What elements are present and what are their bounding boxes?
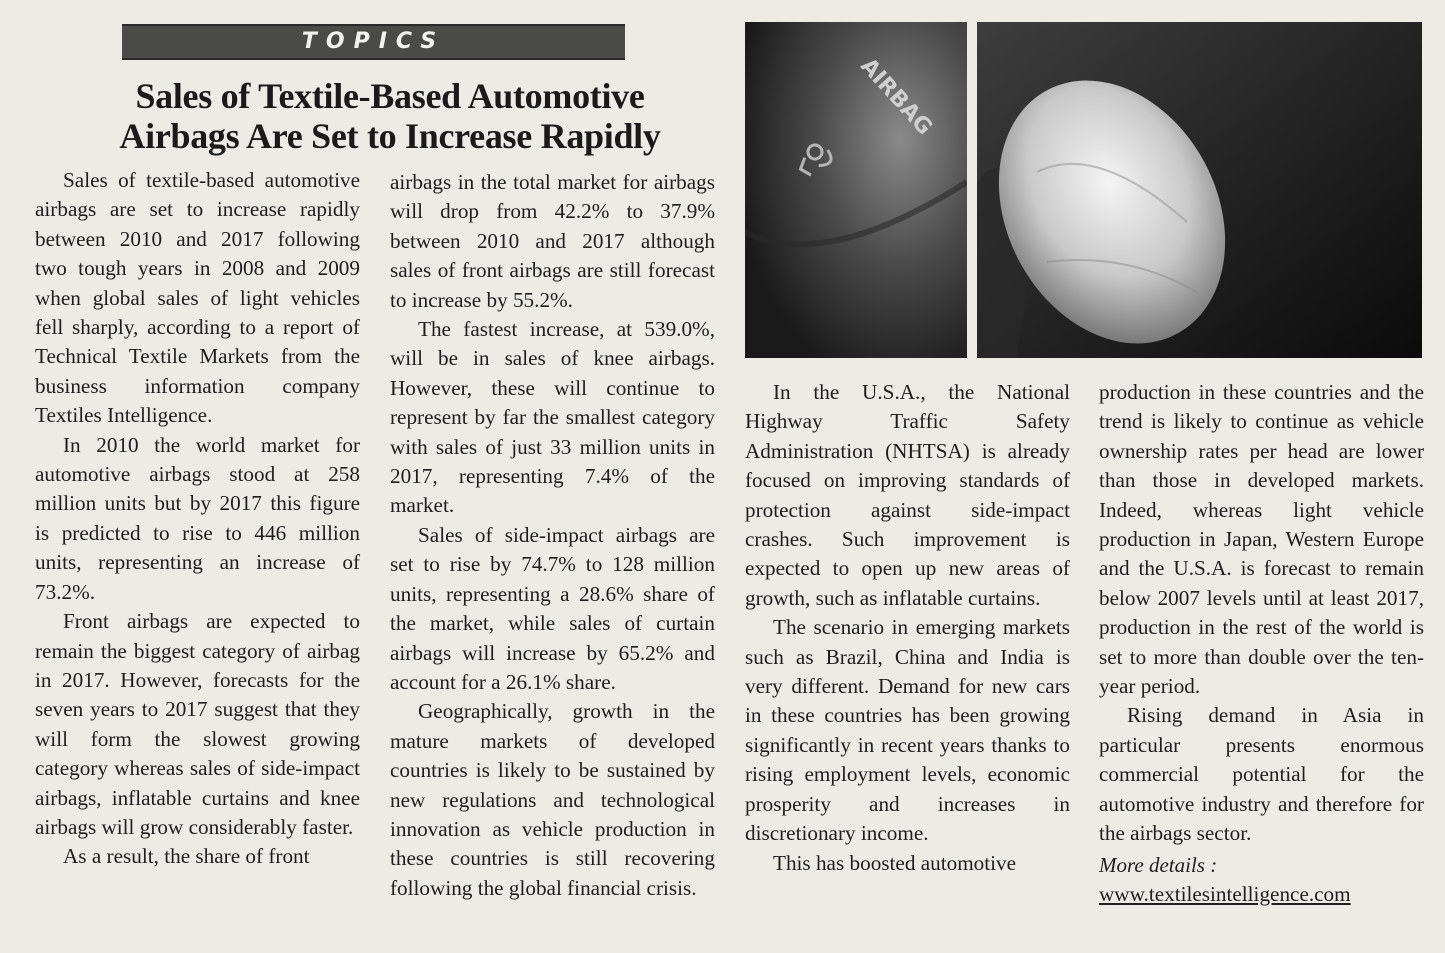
article-column-4 — [1099, 378, 1424, 909]
airbag-embossed-label: AIRBAG — [855, 53, 937, 141]
paragraph: Rising demand in Asia in particular presents enormous commercial potential for the automotive industry and therefore for the airbags sector. — [1099, 703, 1424, 846]
paragraph: Sales of side-impact airbags are set to rise by 74.7% to 128 million units, representing a 28.6% share of the market, while sales of curtain airbags will increase by 65.2% and account for a 26.1% share. — [390, 522, 715, 694]
paragraph: In 2010 the world market for automotive airbags stood at 258 million units but by 2017 this figure is predicted to rise to 446 million units, representing an increase of 73.2%. — [35, 432, 360, 604]
paragraph: Geographically, growth in the mature markets of developed countries is likely to be sustained by new regulations and technological innovation as vehicle production in these countries is still recovering following the global financial crisis. — [390, 699, 715, 900]
paragraph: airbags in the total market for airbags will drop from 42.2% to 37.9% between 2010 and 2017 although sales of front airbags are still forecast to increase by 55.2%. — [390, 170, 715, 312]
topics-banner — [122, 24, 625, 60]
paragraph: As a result, the share of front — [63, 844, 310, 869]
paragraph: Front airbags are expected to remain the biggest category of airbag in 2017. However, forecasts for the seven years to 2017 suggest that they will form the slowest growing category whereas sales of side-impact airbags, inflatable curtains and knee airbags will grow considerably faster. — [35, 609, 360, 839]
source-link[interactable]: www.textilesintelligence.com — [1099, 881, 1351, 906]
paragraph: Sales of textile-based automotive airbags are set to increase rapidly between 2010 and 2017 following two tough years in 2008 and 2009 when global sales of light vehicles fell sharply, according to a report of Technical Textile Markets from the business information company Textiles Intelligence. — [35, 168, 360, 428]
airbag-cover-photo — [745, 22, 967, 358]
deployed-airbag-photo — [977, 22, 1422, 358]
more-details-label: More details : — [1099, 852, 1218, 877]
headline-line-1: Sales of Textile-Based Automotive — [135, 76, 645, 116]
paragraph: The scenario in emerging markets such as Brazil, China and India is very different. Demand for new cars in these countries has been growing significantly in recent years thanks to rising employment levels, economic prosperity and increases in discretionary income. — [745, 615, 1070, 846]
article-column-2 — [390, 168, 715, 903]
article-column-3 — [745, 378, 1070, 878]
headline-line-2: Airbags Are Set to Increase Rapidly — [119, 116, 661, 156]
topics-label: TOPICS — [301, 29, 446, 54]
paragraph: production in these countries and the trend is likely to continue as vehicle ownership rates per head are lower than those in developed markets. Indeed, whereas light vehicle production in Japan, Western Europe and the U.S.A. is forecast to remain below 2007 levels until at least 2017, production in the rest of the world is set to more than double over the ten-year period. — [1099, 380, 1424, 699]
deployed-airbag-illustration — [977, 22, 1422, 358]
article-headline — [70, 76, 710, 156]
paragraph: In the U.S.A., the National Highway Traffic Safety Administration (NHTSA) is already focused on improving standards of protection against side-impact crashes. Such improvement is expected to open up new areas of growth, such as inflatable curtains. — [745, 380, 1070, 610]
paragraph: The fastest increase, at 539.0%, will be in sales of knee airbags. However, these will continue to represent by far the smallest category with sales of just 33 million units in 2017, representing 7.4% of the market. — [390, 317, 715, 518]
photo-divider — [967, 22, 977, 358]
paragraph: This has boosted automotive — [773, 850, 1017, 875]
airbag-cover-illustration — [745, 22, 967, 358]
article-column-1 — [35, 166, 360, 872]
